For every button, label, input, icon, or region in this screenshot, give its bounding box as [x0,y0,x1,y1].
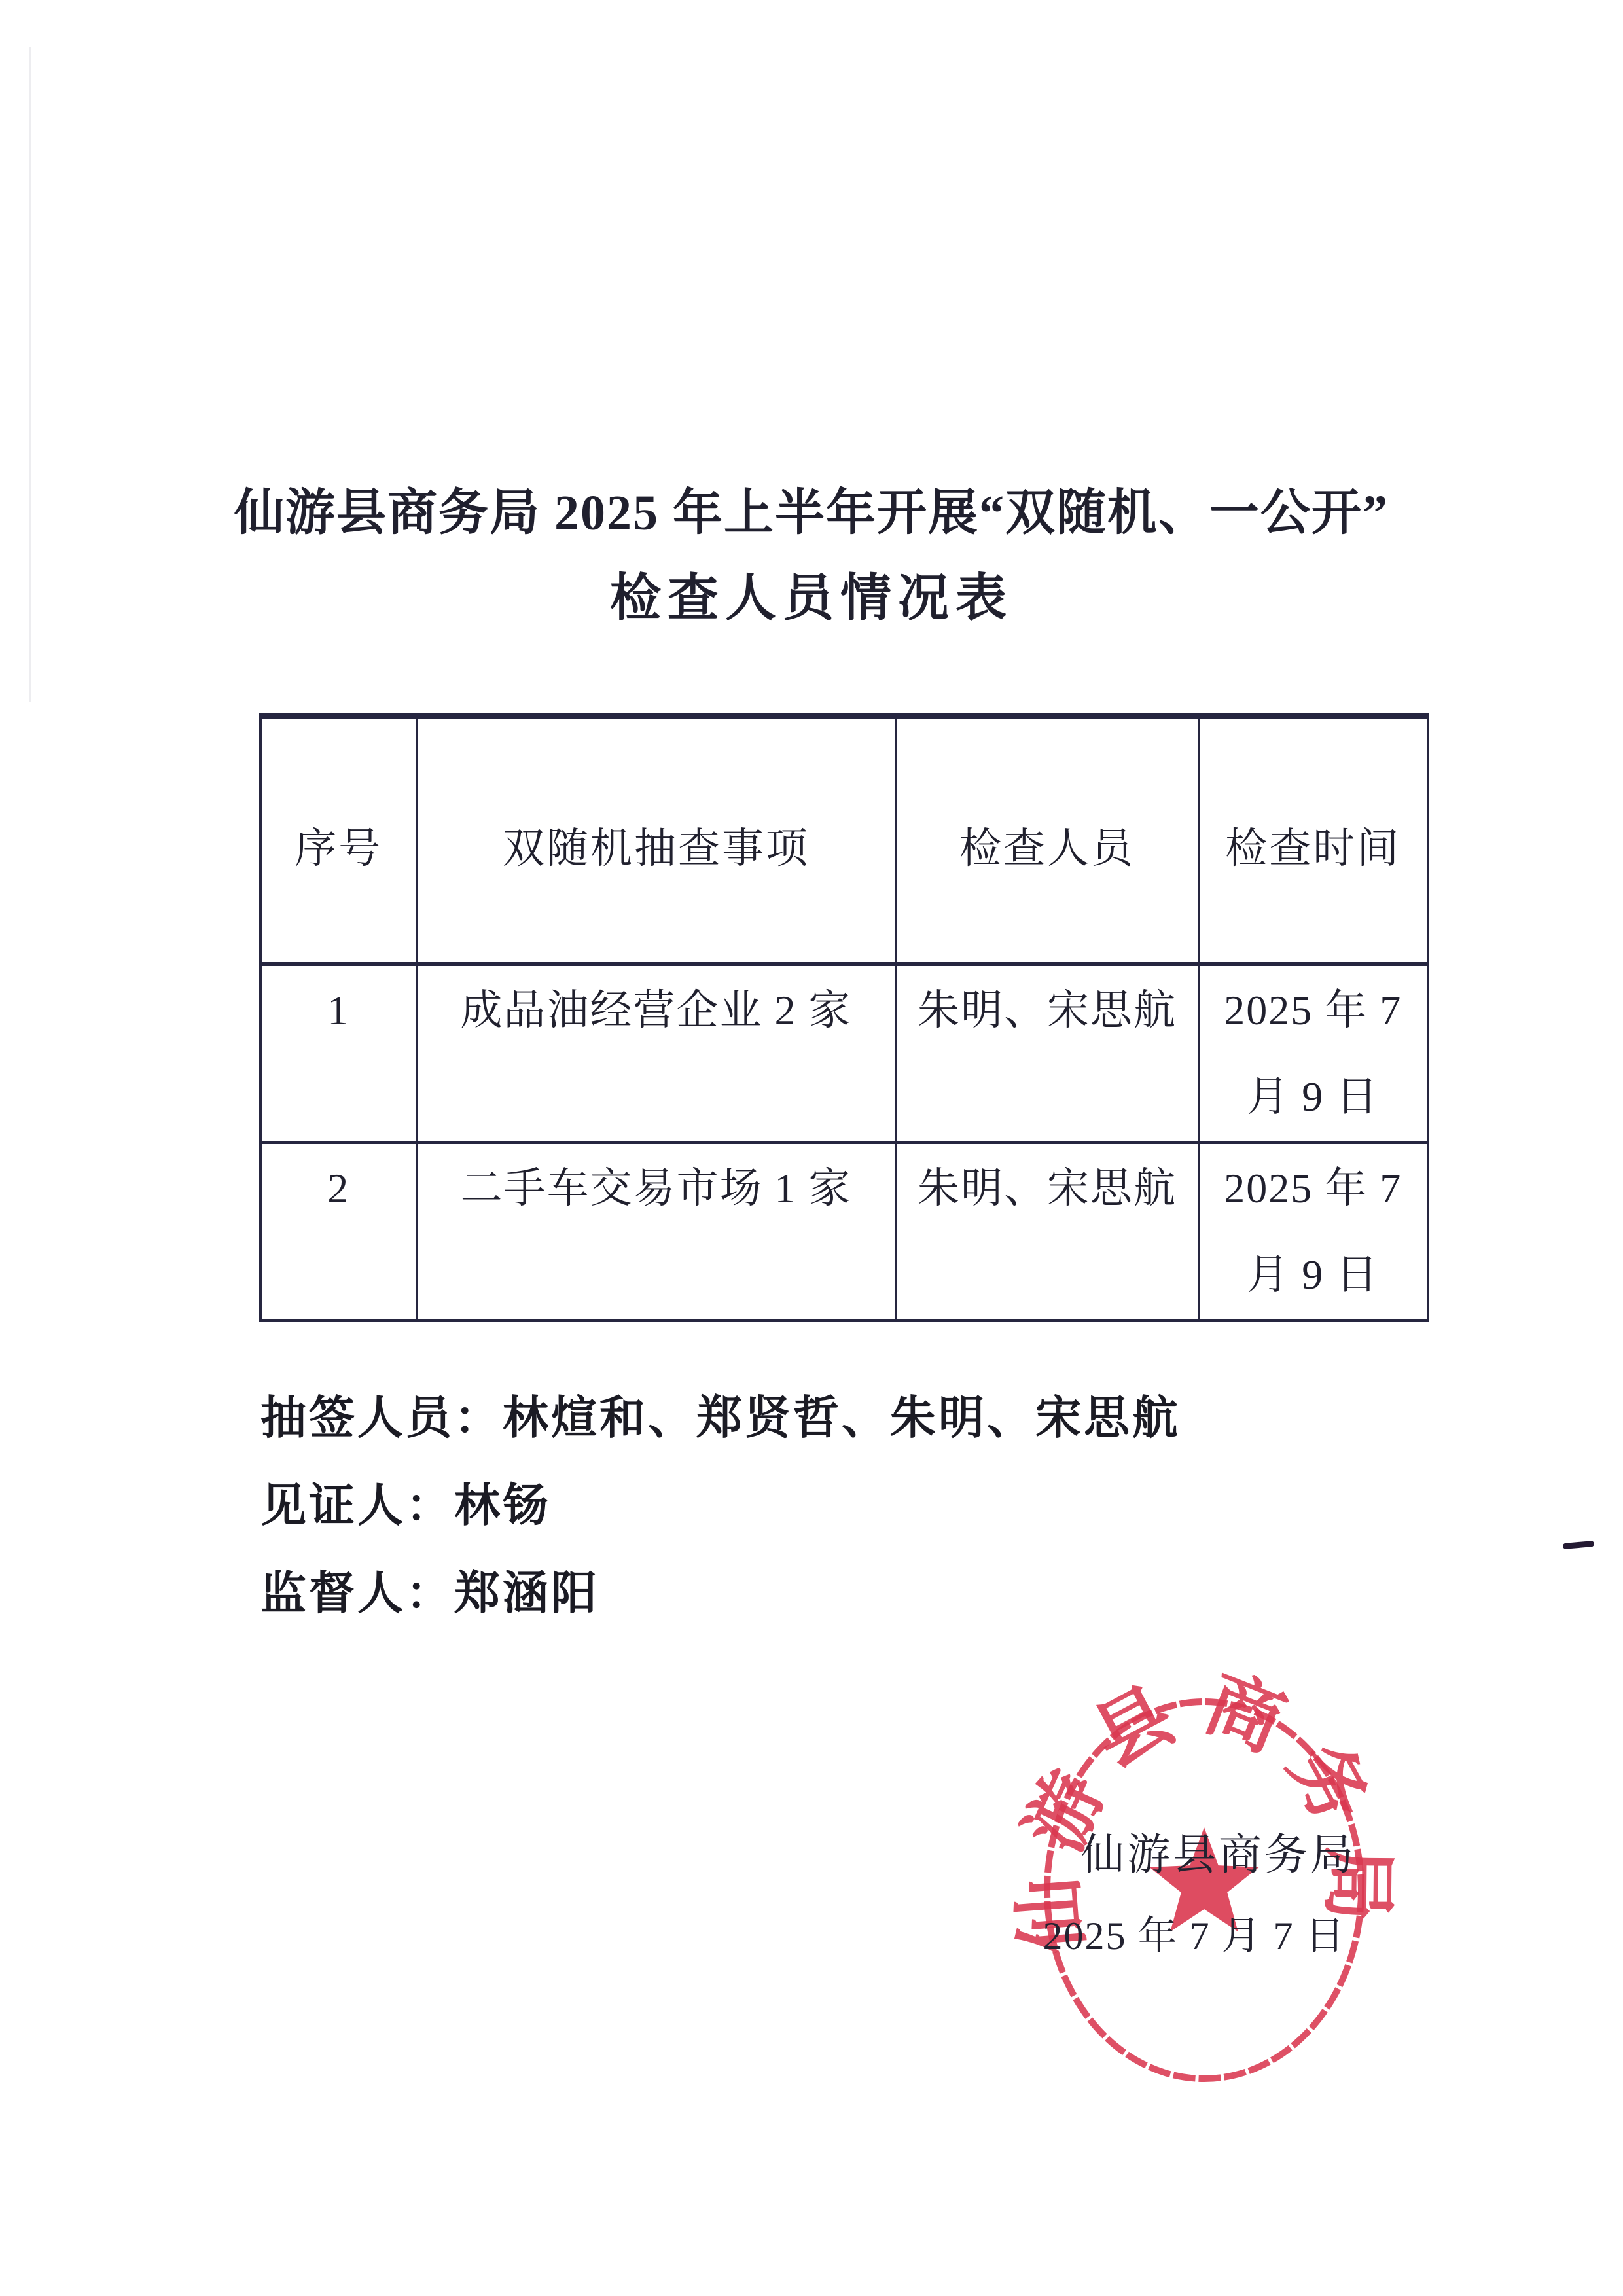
stamp-date: 2025 年 7 月 7 日 [1043,1914,1346,1958]
document-title-line1: 仙游县商务局 2025 年上半年开展“双随机、一公开” [234,486,1389,541]
inspection-time-line2: 月 9 日 [1247,1251,1380,1298]
stamp-organization-name: 仙游县商务局 [1081,1831,1356,1879]
document-title-line2: 检查人员情况表 [609,569,1013,626]
lottery-personnel-line: 抽签人员：林煊和、郑贤哲、朱明、宋思航 [260,1392,1181,1443]
signature-block [260,1374,1181,1637]
table-row [260,1143,1428,1321]
inspection-personnel-table [259,713,1429,1322]
header-serial-number: 序号 [260,716,416,964]
inspection-time-line1: 2025 年 7 [1224,987,1402,1033]
cell-inspection-item: 二手车交易市场 1 家 [416,1143,896,1321]
header-inspection-item: 双随机抽查事项 [416,716,896,964]
stamp-ring-text: 仙游县商务局 [1007,1661,1399,1957]
cell-serial-number: 2 [260,1143,416,1321]
header-inspection-time: 检查时间 [1198,716,1428,964]
cell-inspection-time [1198,964,1428,1143]
ink-smudge-artifact [1563,1541,1595,1549]
cell-inspection-item: 成品油经营企业 2 家 [416,964,896,1143]
inspection-time-line1: 2025 年 7 [1224,1165,1402,1211]
header-inspectors: 检查人员 [896,716,1198,964]
official-seal [975,1641,1433,2152]
cell-inspectors: 朱明、宋思航 [896,1143,1198,1321]
table-header-row [260,716,1428,964]
cell-inspectors: 朱明、宋思航 [896,964,1198,1143]
table-row [260,964,1428,1143]
inspection-time-line2: 月 9 日 [1247,1073,1380,1120]
supervisor-line: 监督人：郑涵阳 [260,1568,599,1619]
witness-line: 见证人：林钖 [260,1480,551,1531]
cell-inspection-time [1198,1143,1428,1321]
official-seal-graphic [975,1641,1433,2152]
cell-serial-number: 1 [260,964,416,1143]
